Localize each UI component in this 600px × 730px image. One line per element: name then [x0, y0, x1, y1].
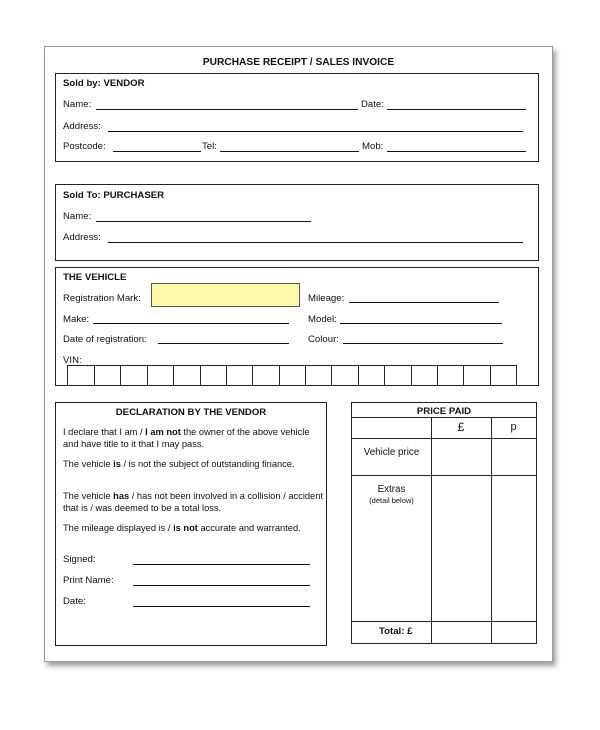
- vin-cell: [147, 366, 148, 385]
- vendor-tel-label: Tel:: [202, 141, 217, 152]
- vendor-section: [55, 73, 539, 162]
- vehicle-price-pounds-cell[interactable]: [432, 439, 490, 475]
- vehicle-price-pence-cell[interactable]: [492, 439, 535, 475]
- date-registration-field[interactable]: [158, 343, 289, 344]
- vin-cell: [226, 366, 227, 385]
- vin-cell: [463, 366, 464, 385]
- vin-cell: [120, 366, 121, 385]
- vin-cell: [279, 366, 280, 385]
- vendor-mob-label: Mob:: [362, 141, 384, 152]
- purchaser-name-field[interactable]: [96, 221, 311, 222]
- colour-label: Colour:: [308, 334, 339, 345]
- pence-header: p: [510, 421, 517, 433]
- purchaser-name-label: Name:: [63, 211, 92, 222]
- declaration-text: The mileage displayed is /: [63, 523, 174, 533]
- total-pounds-cell[interactable]: [432, 622, 490, 642]
- declaration-date-field[interactable]: [133, 606, 310, 607]
- purchaser-address-field[interactable]: [108, 242, 523, 243]
- vin-cell: [305, 366, 306, 385]
- registration-label: Registration Mark:: [63, 293, 141, 304]
- vendor-heading: Sold by: VENDOR: [63, 78, 145, 89]
- vehicle-price-label: Vehicle price: [363, 447, 420, 458]
- extras-pounds-cell[interactable]: [432, 476, 490, 621]
- extras-note: (detail below): [369, 496, 414, 505]
- print-name-field[interactable]: [133, 585, 310, 586]
- purchaser-section: [55, 184, 539, 261]
- declaration-collision: [63, 491, 323, 514]
- pounds-header: £: [457, 420, 465, 434]
- vin-cell: [384, 366, 385, 385]
- declaration-text: The vehicle: [63, 459, 114, 469]
- declaration-ownership: [63, 427, 323, 450]
- make-label: Make:: [63, 314, 90, 325]
- vendor-tel-field[interactable]: [220, 151, 359, 152]
- vendor-address-label: Address:: [63, 121, 101, 132]
- declaration-text: accurate and warranted.: [197, 523, 301, 533]
- date-registration-label: Date of registration:: [63, 334, 147, 345]
- model-label: Model:: [308, 314, 337, 325]
- vin-cell: [200, 366, 201, 385]
- declaration-date-label: Date:: [63, 596, 86, 607]
- mileage-field[interactable]: [349, 302, 499, 303]
- registration-input[interactable]: [151, 283, 300, 307]
- colour-field[interactable]: [343, 343, 503, 344]
- vendor-mob-field[interactable]: [387, 151, 526, 152]
- vendor-postcode-field[interactable]: [113, 151, 201, 152]
- declaration-text: I declare that I am /: [63, 427, 146, 437]
- purchaser-address-label: Address:: [63, 232, 101, 243]
- vin-cell: [252, 366, 253, 385]
- extras-pence-cell[interactable]: [492, 476, 535, 621]
- declaration-emphasis: is not: [173, 523, 198, 533]
- vehicle-section: [55, 267, 539, 386]
- vin-cell: [173, 366, 174, 385]
- vin-cell: [437, 366, 438, 385]
- vehicle-heading: THE VEHICLE: [63, 272, 127, 283]
- vin-grid[interactable]: [67, 365, 517, 386]
- total-label: Total: £: [379, 626, 413, 637]
- vendor-date-field[interactable]: [387, 109, 526, 110]
- declaration-section: [55, 402, 327, 646]
- declaration-text: / has not been involved in a collision / accident that is / was deemed to be a total loss.: [63, 491, 323, 513]
- document-page: [44, 46, 553, 662]
- vendor-name-field[interactable]: [96, 109, 358, 110]
- vendor-name-label: Name:: [63, 99, 92, 110]
- price-section: [351, 402, 537, 644]
- declaration-text: / is not the subject of outstanding finance.: [120, 459, 295, 469]
- total-pence-cell[interactable]: [492, 622, 535, 642]
- make-field[interactable]: [93, 323, 289, 324]
- declaration-heading: DECLARATION BY THE VENDOR: [115, 407, 267, 418]
- signed-field[interactable]: [133, 564, 310, 565]
- declaration-text: The vehicle: [63, 491, 114, 501]
- vin-cell: [94, 366, 95, 385]
- purchaser-heading: Sold To: PURCHASER: [63, 190, 165, 201]
- document-title: PURCHASE RECEIPT / SALES INVOICE: [202, 57, 395, 68]
- extras-label: Extras: [377, 484, 406, 495]
- vin-cell: [358, 366, 359, 385]
- declaration-emphasis: is: [113, 459, 121, 469]
- declaration-text: the owner of the above vehicle and have title to it that I may pass.: [63, 427, 310, 449]
- declaration-emphasis: I am not: [145, 427, 181, 437]
- price-divider: [352, 417, 536, 418]
- print-name-label: Print Name:: [63, 575, 114, 586]
- vin-label: VIN:: [63, 355, 82, 366]
- price-heading: PRICE PAID: [416, 406, 472, 417]
- mileage-label: Mileage:: [308, 293, 345, 304]
- vin-cell: [331, 366, 332, 385]
- model-field[interactable]: [340, 323, 502, 324]
- signed-label: Signed:: [63, 554, 96, 565]
- vin-cell: [490, 366, 491, 385]
- vendor-date-label: Date:: [361, 99, 384, 110]
- declaration-mileage: [63, 523, 323, 535]
- declaration-finance: [63, 459, 323, 471]
- vin-cell: [411, 366, 412, 385]
- vendor-address-field[interactable]: [108, 131, 523, 132]
- vendor-postcode-label: Postcode:: [63, 141, 106, 152]
- declaration-emphasis: has: [113, 491, 130, 501]
